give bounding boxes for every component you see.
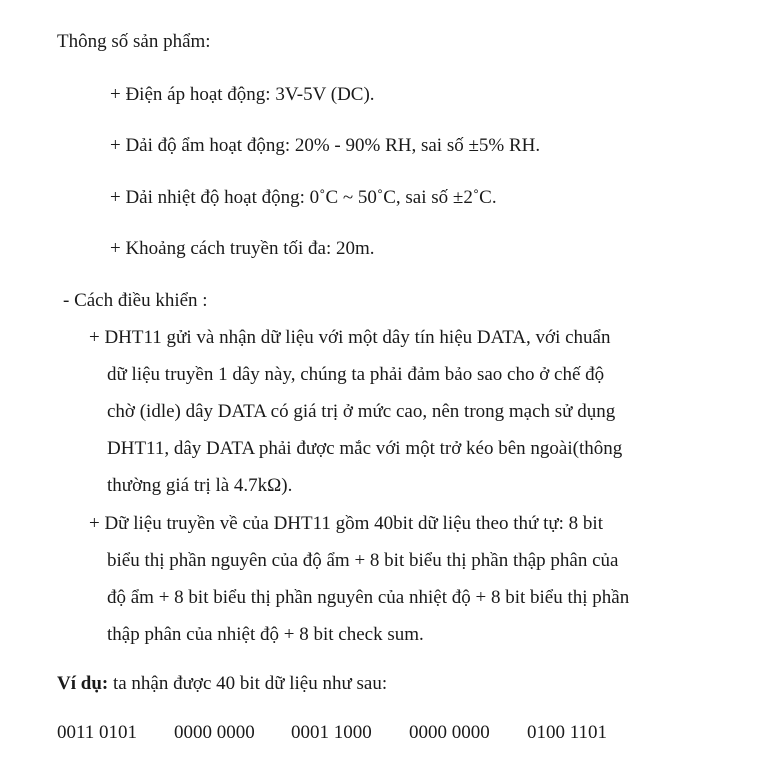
control-heading: - Cách điều khiển : [63,290,208,311]
bit-group: 0100 1101 [527,722,608,743]
paragraph-line: DHT11, dây DATA phải được mắc với một trở kéo bên ngoài(thông [107,438,623,459]
product-specs-heading: Thông số sản phẩm: [57,31,211,52]
bit-group: 0011 0101 [57,722,138,743]
spec-temperature-range: + Dải nhiệt độ hoạt động: 0˚C ~ 50˚C, sai số ±2˚C. [110,187,497,208]
paragraph-line: + Dữ liệu truyền về của DHT11 gồm 40bit dữ liệu theo thứ tự: 8 bit [89,513,603,534]
bit-group: 0001 1000 [291,722,372,743]
bit-group: 0000 0000 [174,722,255,743]
paragraph-line: thập phân của nhiệt độ + 8 bit check sum. [107,624,424,645]
paragraph-data-format [89,505,709,653]
paragraph-line: biểu thị phần nguyên của độ ẩm + 8 bit biểu thị phần thập phân của [107,550,619,571]
spec-voltage: + Điện áp hoạt động: 3V-5V (DC). [110,84,375,105]
spec-max-distance: + Khoảng cách truyền tối đa: 20m. [110,238,375,259]
example-line [57,672,387,696]
spec-humidity-range: + Dải độ ẩm hoạt động: 20% - 90% RH, sai số ±5% RH. [110,135,541,156]
paragraph-data-line [89,319,709,504]
bit-group: 0000 0000 [409,722,490,743]
example-text: ta nhận được 40 bit dữ liệu như sau: [108,673,388,694]
paragraph-line: dữ liệu truyền 1 dây này, chúng ta phải đảm bảo sao cho ở chế độ [107,364,605,385]
example-label: Ví dụ: [57,673,109,694]
paragraph-line: chờ (idle) dây DATA có giá trị ở mức cao, nên trong mạch sử dụng [107,401,616,422]
paragraph-line: độ ẩm + 8 bit biểu thị phần nguyên của nhiệt độ + 8 bit biểu thị phần [107,587,630,608]
paragraph-line: + DHT11 gửi và nhận dữ liệu với một dây tín hiệu DATA, với chuẩn [89,327,611,348]
paragraph-line: thường giá trị là 4.7kΩ). [107,475,293,496]
